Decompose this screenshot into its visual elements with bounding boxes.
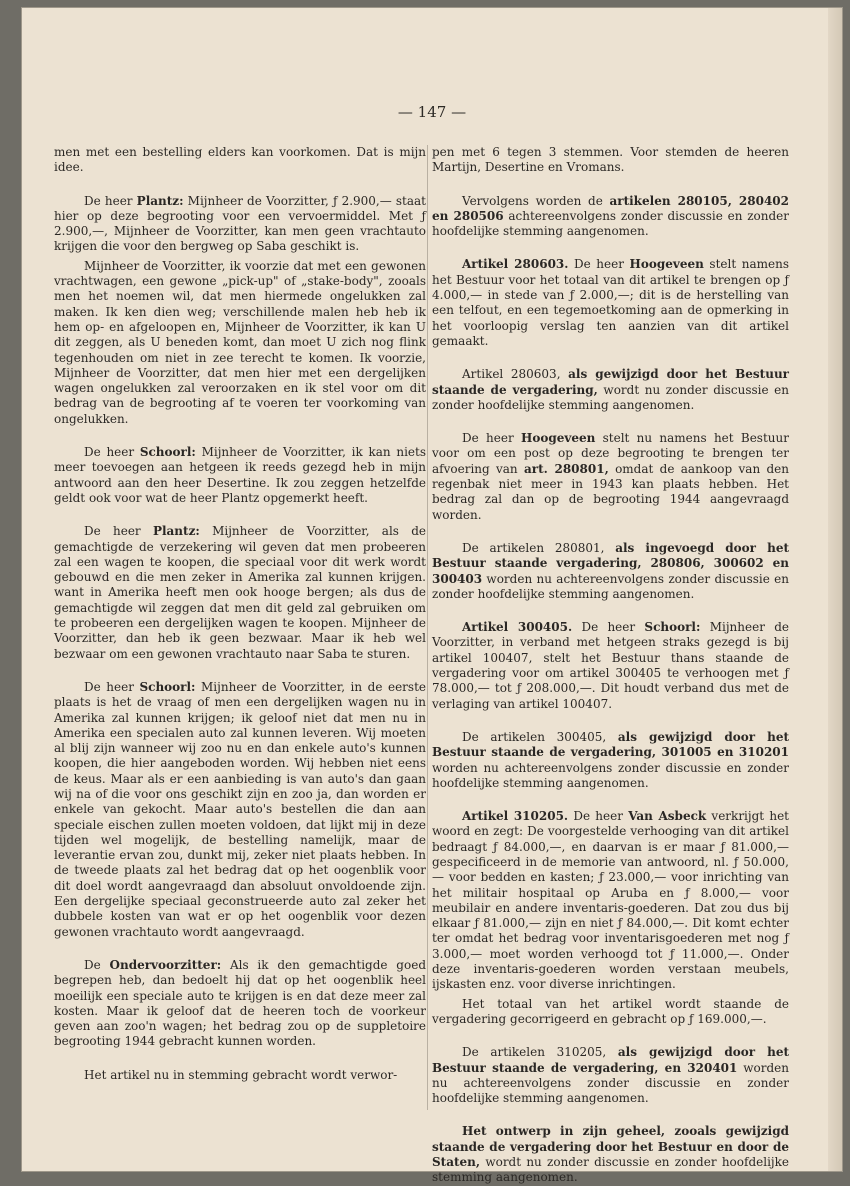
paragraph: Het ontwerp in zijn geheel, zooals gewijzigd staande de vergadering door het Bestuur en door de Staten, wordt nu zonder discussie en zonder hoofdelijke stemming aangenomen. bbox=[432, 1124, 789, 1185]
speaker-name: Plantz: bbox=[152, 524, 200, 539]
paragraph: De heer Plantz: Mijnheer de Voorzitter, als de gemachtigde de verzekering wil geven dat men probeeren zal een wagen te koopen, die speciaal voor dit werk wordt gebouwd en die men zeker in Amerika zal kunnen krijgen. want in Amerika heeft men ook hooge bergen; als dus de gemachtigde wil zeggen dat men dit geld zal gebruiken om te probeeren een dergelijken wagen te koopen. Mijnheer de Voorzitter, dan heb ik geen bezwaar. Maar ik heb wel bezwaar om een gewonen vrachtauto naar Saba te sturen. bbox=[54, 524, 426, 661]
paragraph: Artikel 300405. De heer Schoorl: Mijnheer de Voorzitter, in verband met hetgeen straks gezegd is bij artikel 100407, stelt het Bestuur thans staande de vergadering voor om artikel 300405 te verhoogen met ƒ 78.000,— tot ƒ 208.000,—. Dit houdt verband dus met de verlaging van artikel 100407. bbox=[432, 620, 790, 711]
paragraph: Mijnheer de Voorzitter, ik voorzie dat met een gewonen vrachtwagen, een gewone „pick-up" of „stake-body", zooals men het noemen wil, dat men hiermede ongelukken zal maken. Ik ken dien weg; verschillende malen heb heb ik hem op- en afgeloopen en, Mijnheer de Voorzitter, ik kan U dit zeggen, als U beneden komt, dan moet U zich nog flink tegenhouden om niet in zee terecht te komen. Ik voorzie, Mijnheer de Voorzitter, dat men hier met een dergelijken wagen ongelukken zal veroorzaken en ik stel voor om dit bedrag van de begrooting af te voeren ter voorkoming van ongelukken. bbox=[54, 258, 426, 426]
page-edge bbox=[828, 8, 842, 1171]
column-divider bbox=[427, 145, 428, 1110]
speaker-name: Hoogeveen bbox=[520, 431, 596, 446]
paragraph: De heer Hoogeveen stelt nu namens het Bestuur voor om een post op deze begrooting te brengen ter afvoering van art. 280801, omdat de aankoop van den regenbak niet meer in 1943 kan plaats hebben. Het bedrag zal dan op de begrooting 1944 aangevraagd worden. bbox=[432, 431, 789, 522]
speaker-name: Schoorl: bbox=[139, 445, 196, 460]
article-heading: Artikel 280603. bbox=[462, 257, 569, 272]
paragraph: De artikelen 300405, als gewijzigd door het Bestuur staande de vergadering, 301005 en 310201 worden nu achtereenvolgens zonder discussie en zonder hoofdelijke stemming aangenomen. bbox=[432, 729, 789, 790]
paragraph: Artikel 280603, als gewijzigd door het Bestuur staande de vergadering, wordt nu zonder discussie en zonder hoofdelijke stemming aangenomen. bbox=[432, 367, 790, 412]
speaker-name: Schoorl: bbox=[644, 620, 701, 635]
article-heading: Artikel 300405. bbox=[462, 620, 573, 635]
paragraph: Vervolgens worden de artikelen 280105, 280402 en 280506 achtereenvolgens zonder discussie en zonder hoofdelijke stemming aangenomen. bbox=[432, 193, 790, 239]
speaker-name: Ondervoorzitter: bbox=[109, 957, 222, 972]
paragraph: Artikel 280603. De heer Hoogeveen stelt namens het Bestuur voor het totaal van dit artikel te brengen op ƒ 4.000,— in stede van ƒ 2.000,—; dit is de herstelling van een telfout, en een tegemoetkoming aan de opmerking in het voorloopig verslag ten aanzien van dit artikel gemaakt. bbox=[432, 257, 789, 348]
paragraph: De heer Schoorl: Mijnheer de Voorzitter, in de eerste plaats is het de vraag of men een dergelijken wagen nu in Amerika zal kunnen krijgen; ik geloof niet dat men nu in Amerika een specialen auto zal kunnen leveren. Wij moeten al blij zijn wanneer wij zoo nu en dan enkele auto's kunnen koopen, die hier aangeboden worden. Wij hebben niet eens de keus. Maar als er een aanbieding is van auto's dan gaan wij na of die voor ons geschikt zijn en zoo ja, dan worden er enkele van gekocht. Maar auto's bestellen die dan aan speciale eischen zullen moeten voldoen, dat lijkt mij in deze tijden wel mogelijk, de bestelling namelijk, maar de leverantie ervan zou, dunkt mij, zeker niet plaats hebben. In de tweede plaats zal het bedrag dat op het oogenblik voor dit doel wordt aangevraagd dan absoluut onvoldoende zijn. Een dergelijke speciaal geconstrueerde auto zal zeker het dubbele kosten van wat er op het oogenblik voor dezen gewonen vrachtauto wordt aangevraagd. bbox=[54, 679, 426, 939]
speaker-name: Van Asbeck bbox=[628, 809, 707, 824]
paragraph: Artikel 310205. De heer Van Asbeck verkrijgt het woord en zegt: De voorgestelde verhooging van dit artikel bedraagt ƒ 84.000,—, en daarvan is er maar ƒ 81.000,— gespecificeerd in de memorie van antwoord, nl. ƒ 50.000,— voor bedden en kasten; ƒ 23.000,— voor inrichting van het militair hospitaal op Aruba en ƒ 8.000,— voor meubilair en andere inventaris-goederen. Dat zou dus bij elkaar ƒ 81.000,— zijn en niet ƒ 84.000,—. Dit komt echter ter omdat het bedrag voor inventarisgoederen met nog ƒ 3.000,— moet worden verhoogd tot ƒ 11.000,—. Onder deze inventaris-goederen worden verstaan meubels, ijskasten enz. voor diverse inrichtingen. bbox=[432, 809, 789, 992]
left-column bbox=[54, 145, 426, 1083]
page-number: — 147 — bbox=[397, 103, 467, 121]
paragraph: De artikelen 280801, als ingevoegd door het Bestuur staande vergadering, 280806, 300602 en 300403 worden nu achtereenvolgens zonder discussie en zonder hoofdelijke stemming aangenomen. bbox=[432, 540, 789, 601]
right-column bbox=[432, 145, 789, 1186]
paragraph: De heer Plantz: Mijnheer de Voorzitter, ƒ 2.900,— staat hier op deze begrooting voor een vervoermiddel. Met ƒ 2.900,—, Mijnheer de Voorzitter, kan men geen vrachtauto krijgen die voor den bergweg op Saba geschikt is. bbox=[54, 193, 426, 254]
speaker-name: Plantz: bbox=[136, 193, 184, 208]
paragraph: De Ondervoorzitter: Als ik den gemachtigde goed begrepen heb, dan bedoelt hij dat op het oogenblik heel moeilijk een speciale auto te krijgen is en dat deze meer zal kosten. Maar ik geloof dat de heeren toch de voorkeur geven aan zoo'n wagen; het bedrag zou op de suppletoire begrooting 1944 gebracht kunnen worden. bbox=[54, 957, 426, 1049]
article-heading: Artikel 310205. bbox=[462, 809, 569, 824]
paragraph: pen met 6 tegen 3 stemmen. Voor stemden de heeren Martijn, Desertine en Vromans. bbox=[432, 145, 789, 175]
speaker-name: Schoorl: bbox=[139, 679, 196, 694]
paragraph: De artikelen 310205, als gewijzigd door het Bestuur staande de vergadering, en 320401 worden nu achtereenvolgens zonder discussie en zonder hoofdelijke stemming aangenomen. bbox=[432, 1045, 789, 1106]
paragraph: men met een bestelling elders kan voorkomen. Dat is mijn idee. bbox=[54, 145, 426, 175]
speaker-name: Hoogeveen bbox=[629, 257, 704, 272]
paragraph: Het totaal van het artikel wordt staande de vergadering gecorrigeerd en gebracht op ƒ 169.000,—. bbox=[432, 996, 789, 1026]
page-sheet bbox=[22, 8, 842, 1185]
paragraph: De heer Schoorl: Mijnheer de Voorzitter, ik kan niets meer toevoegen aan hetgeen ik reeds gezegd heb in mijn antwoord aan den heer Desertine. Ik zou zeggen hetzelfde geldt ook voor wat de heer Plantz opgemerkt heeft. bbox=[54, 445, 426, 505]
paragraph: Het artikel nu in stemming gebracht wordt verwor- bbox=[84, 1067, 398, 1082]
